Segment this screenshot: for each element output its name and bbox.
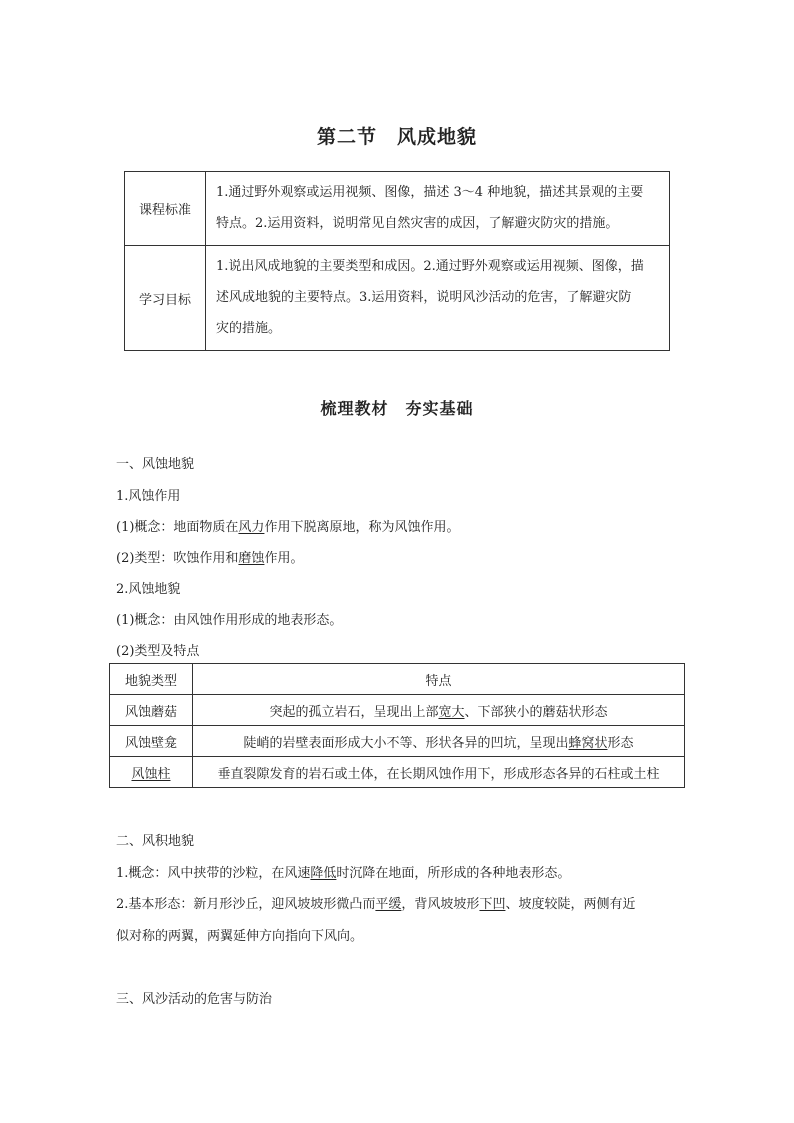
landform-name (110, 757, 193, 788)
fill-blank: 降低 (310, 866, 337, 881)
goal-line: 1.说出风成地貌的主要类型和成因。2.通过野外观察或运用视频、图像，描 (216, 259, 644, 274)
table-header-row (110, 664, 685, 695)
goal-line: 灾的措施。 (216, 321, 282, 336)
fill-blank: 宽大 (438, 704, 465, 720)
landform-feature: 垂直裂隙发育的岩石或土体，在长期风蚀作用下，形成形态各异的石柱或土柱 (193, 757, 685, 788)
column-header: 地貌类型 (110, 664, 193, 695)
landform-name: 风蚀壁龛 (110, 726, 193, 757)
fill-blank: 风力 (238, 520, 265, 535)
deposition-concept: 1.概念：风中挟带的沙粒，在风速降低时沉降在地面，所形成的各种地表形态。 (116, 866, 571, 881)
landform-table (109, 663, 685, 788)
erosion-concept: (1)概念：地面物质在风力作用下脱离原地，称为风蚀作用。 (116, 520, 460, 535)
erosion-landform-concept: (1)概念：由风蚀作用形成的地表形态。 (116, 613, 343, 628)
goals-table (124, 171, 670, 351)
landform-name: 风蚀蘑菇 (110, 695, 193, 726)
landform-feature: 陡峭的岩壁表面形成大小不等、形状各异的凹坑，呈现出蜂窝状形态 (193, 726, 685, 757)
part3-heading: 三、风沙活动的危害与防治 (116, 992, 273, 1007)
goal-row (125, 246, 670, 351)
goal-row (125, 172, 670, 246)
fill-blank: 磨蚀 (238, 551, 265, 566)
fill-blank: 风蚀柱 (131, 766, 171, 782)
page-title: 第二节 风成地貌 (316, 126, 477, 148)
section-title: 梳理教材 夯实基础 (320, 399, 474, 418)
landform-feature: 突起的孤立岩石，呈现出上部宽大、下部狭小的蘑菇状形态 (193, 695, 685, 726)
fill-blank: 平缓 (375, 897, 402, 912)
goal-label: 学习目标 (125, 246, 206, 351)
goal-line: 述风成地貌的主要特点。3.运用资料，说明风沙活动的危害，了解避灾防 (216, 290, 632, 305)
erosion-types: (2)类型：吹蚀作用和磨蚀作用。 (116, 551, 304, 566)
part2-heading: 二、风积地貌 (116, 834, 195, 849)
fill-blank: 蜂窝状 (568, 735, 608, 751)
goal-line: 特点。2.运用资料，说明常见自然灾害的成因，了解避灾防灾的措施。 (216, 216, 619, 231)
deposition-basic-form: 2.基本形态：新月形沙丘，迎风坡坡形微凸而平缓，背风坡坡形下凹、坡度较陡，两侧有近 (116, 897, 636, 912)
table-row (110, 726, 685, 757)
erosion-landform-heading: 2.风蚀地貌 (116, 582, 181, 597)
erosion-action-heading: 1.风蚀作用 (116, 489, 181, 504)
column-header: 特点 (193, 664, 685, 695)
goal-line: 1.通过野外观察或运用视频、图像，描述 3～4 种地貌，描述其景观的主要 (216, 185, 644, 200)
part1-heading: 一、风蚀地貌 (116, 457, 195, 472)
deposition-basic-form-cont: 似对称的两翼，两翼延伸方向指向下风向。 (116, 929, 364, 944)
goal-label: 课程标准 (125, 172, 206, 246)
table-row (110, 757, 685, 788)
fill-blank: 下凹 (479, 897, 506, 912)
table-row (110, 695, 685, 726)
erosion-landform-types: (2)类型及特点 (116, 644, 200, 659)
goal-text (206, 172, 670, 246)
goal-text (206, 246, 670, 351)
